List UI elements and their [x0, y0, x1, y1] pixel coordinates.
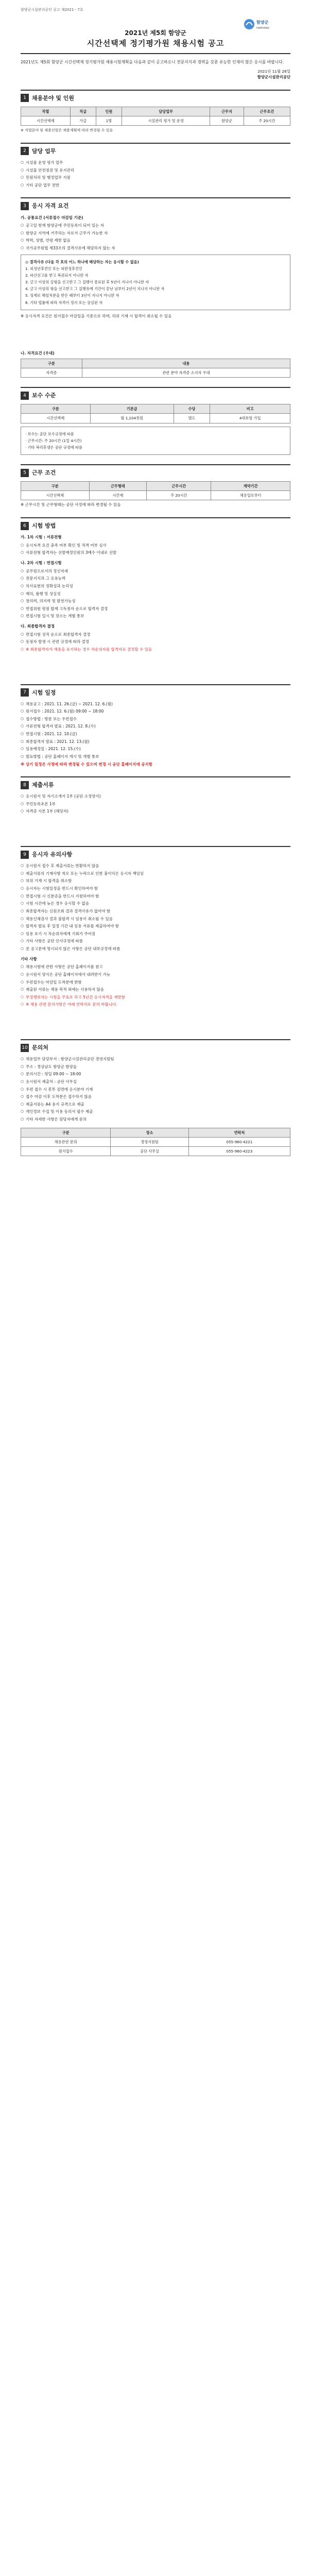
list-item: ○ ※ 최종합격자가 채용을 포기하는 경우 차순위자를 합격자로 결정할 수 있음 [21, 647, 290, 653]
section-notice [21, 1039, 290, 1156]
stage3-list [21, 632, 290, 653]
list-item: ○ 면접시험 시 신분증을 반드시 지참하여야 함 [21, 893, 290, 900]
list-item: ○ 전문지식과 그 응용능력 [21, 575, 290, 582]
th: 기본급 [90, 404, 174, 414]
section-title: 응시자 유의사항 [32, 851, 73, 858]
list-item: ○ 응시원서 접수 후 제출서류는 반환하지 않음 [21, 863, 290, 869]
table-row [21, 1137, 290, 1146]
subheading: 나. 2차 시험 : 면접시험 [21, 561, 62, 566]
list-item: ○ ※ 채용 관련 문의사항은 아래 연락처로 문의 바랍니다. [21, 1002, 290, 1008]
pay-table [21, 404, 290, 423]
contact-table [21, 1128, 290, 1156]
section-qualification [21, 197, 290, 319]
section-conditions [21, 464, 290, 508]
section-title: 담당 업무 [32, 147, 56, 155]
list-item: ○ 함양군 지역에 거주하는 자로서 근무가 가능한 자 [21, 230, 290, 236]
cell: 055-960-4221 [188, 1137, 290, 1146]
list-item: ○ 창의력, 의지력 및 발전가능성 [21, 598, 290, 604]
list-item: ○ 기타 공단 업무 전반 [21, 182, 290, 189]
list-item: ○ 시험 시간에 늦은 경우 응시할 수 없음 [21, 901, 290, 907]
section-title: 응시 자격 요건 [32, 202, 69, 210]
list-item: ○ 본 공고문에 명시되지 않은 사항은 공단 내부규정에 따름 [21, 946, 290, 952]
list-item: ○ 채용공고 : 2021. 11. 26.(금) ~ 2021. 12. 6.(월) [21, 701, 290, 707]
cell: 자격증 [21, 368, 82, 378]
list-item: ○ 부정행위자는 시험을 무효로 하고 5년간 응시자격을 제한함 [21, 994, 290, 1001]
cell: 시간제 [89, 491, 147, 500]
box-line: 5. 징계로 해임처분을 받은 때부터 3년이 지나지 아니한 자 [25, 293, 119, 298]
th: 구분 [21, 404, 91, 414]
list-item: ○ 공무원으로서의 정신자세 [21, 568, 290, 574]
announcer: 함양군시설관리공단 [257, 75, 290, 80]
section-title: 채용분야 및 인원 [32, 94, 75, 101]
th: 비고 [210, 404, 290, 414]
section-number: 1 [21, 94, 29, 102]
others-list [21, 793, 290, 815]
cell: 055-960-4223 [188, 1147, 290, 1156]
list-item: ○ 허위 기재 시 합격을 취소함 [21, 878, 290, 884]
qualification-note: ※ 응시자격 요건은 원서접수 마감일을 기준으로 하며, 허위 기재 시 합격이 취소될 수 있음 [21, 313, 172, 318]
list-item: ○ 시설물 안전점검 및 유지관리 [21, 167, 290, 174]
cell: 공단 사무실 [111, 1147, 188, 1156]
th-condition: 근무조건 [244, 107, 290, 116]
svg-text:함양군: 함양군 [256, 20, 269, 25]
box-line: 3. 금고 이상의 실형을 선고받고 그 집행이 종료된 후 5년이 지나지 아니한 자 [25, 280, 149, 285]
list-item: ○ 주소 : 경상남도 함양군 함양읍 [21, 1064, 290, 1070]
cell: 시간선택제 [21, 116, 71, 125]
list-item: ○ 응시원서 및 자기소개서 1부 (공단 소정양식) [21, 793, 290, 800]
subheading: 다. 최종합격자 결정 [21, 624, 55, 629]
list-item: ○ 자격증 사본 1부 (해당자) [21, 808, 290, 815]
box-line: 2. 파산선고를 받고 복권되지 아니한 자 [25, 273, 89, 278]
table-row [21, 368, 290, 378]
box-title: ◎ 결격사유 (다음 각 호의 어느 하나에 해당하는 자는 응시할 수 없음) [25, 259, 139, 264]
section-pay [21, 387, 290, 455]
license-table [21, 359, 290, 378]
box-line: 1. 피성년후견인 또는 피한정후견인 [25, 266, 82, 271]
section-title: 시험 방법 [32, 522, 56, 530]
list-item: ○ 우편접수는 마감일 도착분에 한함 [21, 979, 290, 986]
th: 연락처 [188, 1128, 290, 1137]
list-item: ○ 제출서류는 A4 용지 규격으로 제출 [21, 1101, 290, 1108]
list-item: ○ 학력, 성별, 연령 제한 없음 [21, 238, 290, 244]
list-item: ○ 응시원서 제출처 : 공단 사무실 [21, 1079, 290, 1085]
section-number: 2 [21, 147, 29, 155]
conditions-note: ※ 근무시간 및 근무형태는 공단 사정에 따라 변경될 수 있음 [21, 502, 121, 507]
section-documents [21, 846, 290, 1008]
list-item: ○ 응시자는 시험일정을 반드시 확인하여야 함 [21, 886, 290, 892]
schedule-list [21, 701, 290, 760]
box-line: 6. 기타 법률에 따라 자격이 정지 또는 상실된 자 [25, 300, 103, 305]
table-row [21, 1147, 290, 1156]
list-item: ○ 면접시험 일시 및 장소는 개별 통보 [21, 613, 290, 619]
list-item: ○ 채용업무 담당부서 : 함양군시설관리공단 경영지원팀 [21, 1056, 290, 1062]
agency-logo [243, 16, 290, 32]
section-number: 10 [21, 1044, 29, 1052]
th-field: 직렬 [21, 107, 71, 116]
pay-box [21, 427, 290, 455]
cell: 월 1,104천원 [90, 414, 174, 423]
table-row [21, 491, 290, 500]
cell: 관련 분야 자격증 소지자 우대 [82, 368, 290, 378]
section-number: 7 [21, 688, 29, 697]
list-item: ○ 우편 접수 시 봉투 겉면에 응시분야 기재 [21, 1087, 290, 1093]
recruit-table [21, 107, 290, 126]
table-row [21, 414, 290, 423]
list-item: ○ 임용 포기 시 차순위자에게 기회가 주어짐 [21, 931, 290, 937]
page-title: 시간선택제 정기평가원 채용시험 공고 [87, 39, 224, 48]
duty-list [21, 160, 290, 189]
list-item: ○ 최종합격자 발표 : 2021. 12. 13.(월) [21, 739, 290, 745]
list-item: ○ 면접위원 평점 합계 고득점자 순으로 합격자 결정 [21, 606, 290, 612]
cell: 별도 [174, 414, 210, 423]
cell: 주 20시간 [147, 491, 211, 500]
list-item: ○ 최종합격자는 신원조회 결과 결격사유가 없어야 함 [21, 908, 290, 914]
cell: 채용일로부터 [211, 491, 290, 500]
list-item: ○ 응시원서 양식은 공단 홈페이지에서 내려받기 가능 [21, 972, 290, 978]
document-reference: 함양군시설관리공단 공고 제2021 - 7호 [21, 8, 83, 12]
title-divider [21, 53, 290, 54]
qualification-list [21, 223, 290, 251]
stage2-list [21, 568, 290, 619]
cell: 시설관리 평가 및 운영 [122, 116, 210, 125]
list-item: ○ 서류전형 합격자는 선발예정인원의 3배수 이내로 선발 [21, 550, 290, 556]
list-item: ○ 임용예정일 : 2021. 12. 15.(수) [21, 746, 290, 752]
table-row [21, 116, 290, 125]
th: 근무시간 [147, 482, 211, 491]
misc-list [21, 964, 290, 1008]
svg-text:HAMYANG: HAMYANG [256, 27, 270, 30]
list-item: ○ 제출서류의 기재사항 착오 또는 누락으로 인한 불이익은 응시자 책임임 [21, 871, 290, 877]
subheading: 나. 자격요건 (우대) [21, 351, 55, 356]
list-item: ○ 원서접수 : 2021. 12. 6.(월) 09:00 ~ 18:00 [21, 708, 290, 715]
list-item: ○ 기타 사항은 공단 인사규정에 따름 [21, 938, 290, 944]
list-item: ○ 기타 자세한 사항은 담당자에게 문의 [21, 1116, 290, 1123]
box-line: 4. 금고 이상의 형을 선고받고 그 집행유예 기간이 끝난 날부터 2년이 지나지 아니한 자 [25, 286, 165, 292]
list-item: ○ 응시자격 요건 충족 여부 확인 및 적격 여부 심사 [21, 543, 290, 549]
box-line: · 보수는 공단 보수규정에 따름 [25, 431, 74, 436]
th: 구분 [21, 1128, 111, 1137]
list-item: ○ 예의, 품행 및 성실성 [21, 591, 290, 597]
section-number: 3 [21, 202, 29, 210]
th: 수당 [174, 404, 210, 414]
th: 구분 [21, 482, 90, 491]
list-item: ○ 합격자 발표 후 일정 기간 내 임용 서류를 제출하여야 함 [21, 923, 290, 929]
title-line-1: 2021년 제5회 함양군 [125, 29, 186, 37]
announce-date: 2021년 11월 26일 [257, 69, 290, 74]
schedule-warning: ※ 상기 일정은 사정에 따라 변경될 수 있으며 변경 시 공단 홈페이지에 공지함 [21, 761, 152, 767]
th-count: 인원 [96, 107, 122, 116]
th-position: 직급 [70, 107, 96, 116]
list-item: ○ 접수 마감 이후 도착분은 접수하지 않음 [21, 1094, 290, 1100]
list-item: ○ 서류전형 합격자 발표 : 2021. 12. 8.(수) [21, 723, 290, 730]
conditions-table [21, 481, 290, 500]
section-title: 시험 일정 [32, 689, 56, 696]
subheading: 기타 사항 [21, 956, 37, 961]
list-item: ○ 제출된 서류는 채용 목적 외에는 사용하지 않음 [21, 987, 290, 993]
notice-list [21, 1056, 290, 1123]
th: 계약기간 [211, 482, 290, 491]
box-line: · 기타 복리후생은 공단 규정에 따름 [25, 445, 82, 450]
list-item: ○ 면접시험 : 2021. 12. 10.(금) [21, 731, 290, 737]
cell: 원서접수 [21, 1147, 111, 1156]
box-line: · 근무시간: 주 20시간 (1일 4시간) [25, 438, 82, 443]
section-number: 4 [21, 392, 29, 400]
list-item: ○ 접수방법 : 방문 또는 우편접수 [21, 716, 290, 722]
section-title: 근무 조건 [32, 469, 56, 477]
list-item: ○ 동점자 발생 시 관련 규정에 따라 결정 [21, 639, 290, 645]
th: 장소 [111, 1128, 188, 1137]
list-item: ○ 면접시험 성적 순으로 최종합격자 결정 [21, 632, 290, 638]
cell: 경영지원팀 [111, 1137, 188, 1146]
th-place: 근무지 [210, 107, 244, 116]
section-recruitment-field [21, 90, 290, 133]
list-item: ○ 발표방법 : 공단 홈페이지 게시 및 개별 통보 [21, 754, 290, 760]
list-item: ○ 민원처리 및 행정업무 지원 [21, 175, 290, 181]
list-item: ○ 채용시험에 관한 사항은 공단 홈페이지를 참고 [21, 964, 290, 970]
cell: 채용관련 문의 [21, 1137, 111, 1146]
section-title: 문의처 [32, 1044, 48, 1052]
section-number: 6 [21, 522, 29, 530]
section-title: 제출서류 [32, 782, 54, 789]
section-number: 8 [21, 781, 29, 789]
section-others [21, 776, 290, 815]
intro-paragraph: 2021년도 제5회 함양군 시간선택제 정기평가원 채용시험계획을 다음과 같이 공고하오니 전문지식과 경력을 갖춘 유능한 인재의 많은 응시를 바랍니다. [21, 59, 284, 64]
section-number: 5 [21, 469, 29, 477]
th: 구분 [21, 359, 82, 368]
cell: 1명 [96, 116, 122, 125]
section-schedule [21, 684, 290, 768]
list-item: ○ 개인정보 수집 및 이용 동의서 필수 제출 [21, 1109, 290, 1115]
cell: 4대보험 가입 [210, 414, 290, 423]
list-item: ○ 문의시간 : 평일 09:00 ~ 18:00 [21, 1071, 290, 1077]
th-duty: 담당업무 [122, 107, 210, 116]
cell: 시간선택제 [21, 414, 91, 423]
th: 근무형태 [89, 482, 147, 491]
list-item: ○ 공고일 현재 함양군에 주민등록이 되어 있는 자 [21, 223, 290, 229]
signature-block [21, 69, 290, 80]
section-selection [21, 517, 290, 652]
list-item: ○ 시설물 운영 평가 업무 [21, 160, 290, 166]
section-title: 보수 수준 [32, 392, 56, 399]
cell: 가급 [70, 116, 96, 125]
list-item: ○ 주민등록초본 1부 [21, 801, 290, 807]
list-item: ○ 채용신체검사 결과 불합격 시 임용이 취소될 수 있음 [21, 916, 290, 922]
cell: 시간선택제 [21, 491, 90, 500]
section-license [21, 350, 290, 378]
list-item: ○ 의사표현의 정확성과 논리성 [21, 583, 290, 589]
subheading: 가. 1차 시험 : 서류전형 [21, 535, 62, 540]
disqualification-box [21, 255, 290, 310]
section-number: 9 [21, 851, 29, 859]
cell: 주 20시간 [244, 116, 290, 125]
cell: 함양군 [210, 116, 244, 125]
subheading: 가. 공통요건 (서류접수 마감일 기준) [21, 215, 83, 220]
table-note: ※ 직렬분야 및 채용인원은 채용계획에 따라 변경될 수 있음 [21, 128, 113, 133]
documents-list [21, 863, 290, 952]
section-duties [21, 143, 290, 189]
th: 내용 [82, 359, 290, 368]
stage1-list [21, 543, 290, 556]
list-item: ○ 국가공무원법 제33조의 결격사유에 해당하지 않는 자 [21, 245, 290, 251]
